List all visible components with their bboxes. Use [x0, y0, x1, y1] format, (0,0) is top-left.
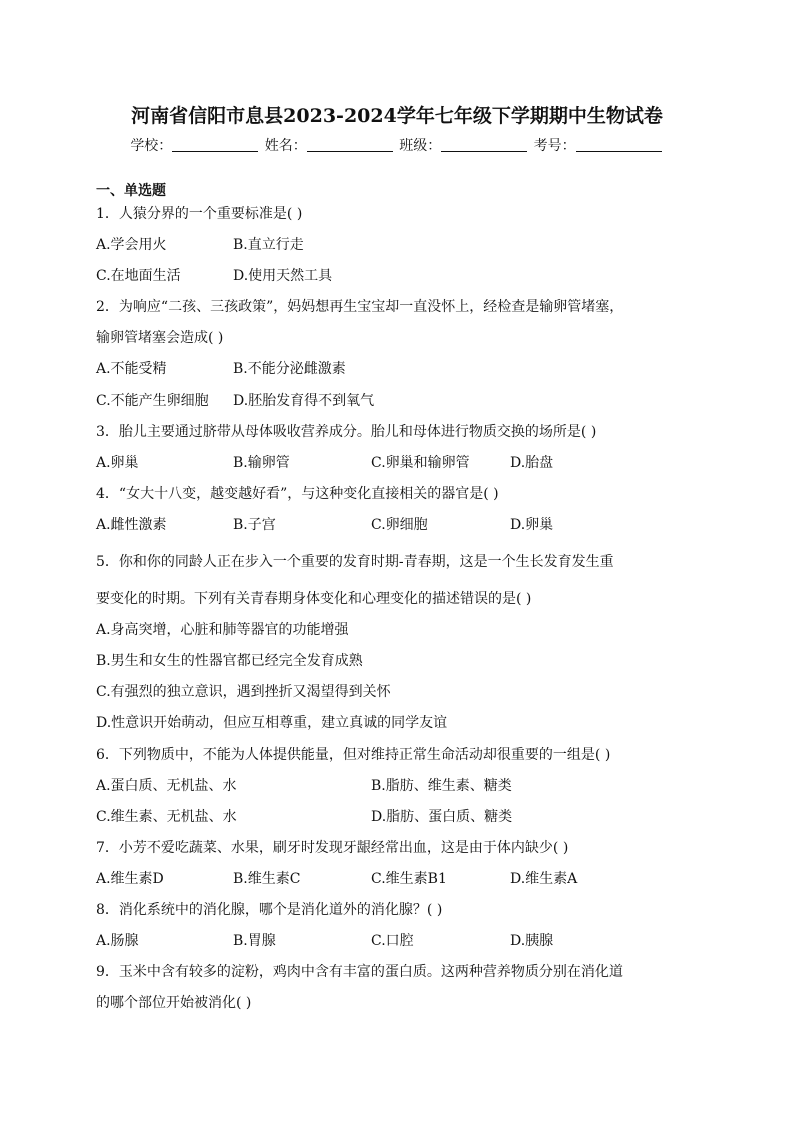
q7-option-a[interactable]: A.维生素D: [96, 871, 164, 887]
q5-option-a[interactable]: A.身高突增，心脏和肺等器官的功能增强: [96, 622, 349, 638]
number-label: 考号：: [533, 138, 576, 154]
q2-option-c[interactable]: C.不能产生卵细胞: [96, 393, 209, 409]
question-9-line-1: 9．玉米中含有较多的淀粉，鸡肉中含有丰富的蛋白质。这两种营养物质分别在消化道: [96, 964, 623, 980]
class-label: 班级：: [399, 138, 442, 154]
q8-option-a[interactable]: A.肠腺: [96, 933, 139, 949]
q5-option-b[interactable]: B.男生和女生的性器官都已经完全发育成熟: [96, 653, 363, 669]
q4-option-a[interactable]: A.雌性激素: [96, 517, 167, 533]
q6-option-c[interactable]: C.维生素、无机盐、水: [96, 809, 237, 825]
question-2-line-1: 2．为响应“二孩、三孩政策”，妈妈想再生宝宝却一直没怀上，经检查是输卵管堵塞，: [96, 299, 624, 315]
q5-option-c[interactable]: C.有强烈的独立意识，遇到挫折又渴望得到关怀: [96, 684, 391, 700]
class-blank[interactable]: [441, 136, 527, 152]
q4-option-b[interactable]: B.子宫: [233, 517, 276, 533]
question-6: 6．下列物质中，不能为人体提供能量，但对维持正常生命活动却很重要的一组是( ): [96, 747, 611, 763]
q2-option-b[interactable]: B.不能分泌雌激素: [233, 361, 346, 377]
q7-option-d[interactable]: D.维生素A: [510, 871, 578, 887]
page-title: 河南省信阳市息县2023-2024学年七年级下学期期中生物试卷: [131, 105, 663, 127]
section-heading: 一、单选题: [96, 183, 166, 199]
question-9-line-2: 的哪个部位开始被消化( ): [96, 995, 252, 1011]
q7-option-b[interactable]: B.维生素C: [233, 871, 301, 887]
question-5-line-2: 要变化的时期。下列有关青春期身体变化和心理变化的描述错误的是( ): [96, 591, 532, 607]
school-blank[interactable]: [172, 136, 258, 152]
q3-option-a[interactable]: A.卵巢: [96, 455, 139, 471]
q7-option-c[interactable]: C.维生素B1: [371, 871, 447, 887]
name-label: 姓名：: [264, 138, 307, 154]
q3-option-d[interactable]: D.胎盘: [510, 455, 554, 471]
q3-option-b[interactable]: B.输卵管: [233, 455, 290, 471]
q6-option-b[interactable]: B.脂肪、维生素、糖类: [371, 778, 512, 794]
q8-option-d[interactable]: D.胰腺: [510, 933, 554, 949]
q1-option-a[interactable]: A.学会用火: [96, 237, 167, 253]
question-5-line-1: 5．你和你的同龄人正在步入一个重要的发育时期-青春期，这是一个生长发育发生重: [96, 554, 614, 570]
q1-option-b[interactable]: B.直立行走: [233, 237, 304, 253]
student-info-row: [0, 135, 794, 157]
question-8: 8．消化系统中的消化腺，哪个是消化道外的消化腺？( ): [96, 902, 443, 918]
q1-option-d[interactable]: D.使用天然工具: [233, 268, 333, 284]
q6-option-d[interactable]: D.脂肪、蛋白质、糖类: [371, 809, 513, 825]
question-7: 7．小芳不爱吃蔬菜、水果，刷牙时发现牙龈经常出血，这是由于体内缺少( ): [96, 840, 569, 856]
q4-option-c[interactable]: C.卵细胞: [371, 517, 428, 533]
q6-option-a[interactable]: A.蛋白质、无机盐、水: [96, 778, 237, 794]
q2-option-d[interactable]: D.胚胎发育得不到氧气: [233, 393, 375, 409]
question-1: 1．人猿分界的一个重要标准是( ): [96, 206, 303, 222]
school-label: 学校：: [130, 138, 173, 154]
name-blank[interactable]: [307, 136, 393, 152]
q4-option-d[interactable]: D.卵巢: [510, 517, 554, 533]
q3-option-c[interactable]: C.卵巢和输卵管: [371, 455, 470, 471]
question-4: 4．“女大十八变，越变越好看”，与这种变化直接相关的器官是( ): [96, 486, 499, 502]
question-2-line-2: 输卵管堵塞会造成( ): [96, 330, 224, 346]
question-3: 3．胎儿主要通过脐带从母体吸收营养成分。胎儿和母体进行物质交换的场所是( ): [96, 424, 597, 440]
q2-option-a[interactable]: A.不能受精: [96, 361, 167, 377]
q8-option-b[interactable]: B.胃腺: [233, 933, 276, 949]
q5-option-d[interactable]: D.性意识开始萌动，但应互相尊重，建立真诚的同学友谊: [96, 715, 448, 731]
number-blank[interactable]: [576, 136, 662, 152]
q8-option-c[interactable]: C.口腔: [371, 933, 414, 949]
q1-option-c[interactable]: C.在地面生活: [96, 268, 181, 284]
